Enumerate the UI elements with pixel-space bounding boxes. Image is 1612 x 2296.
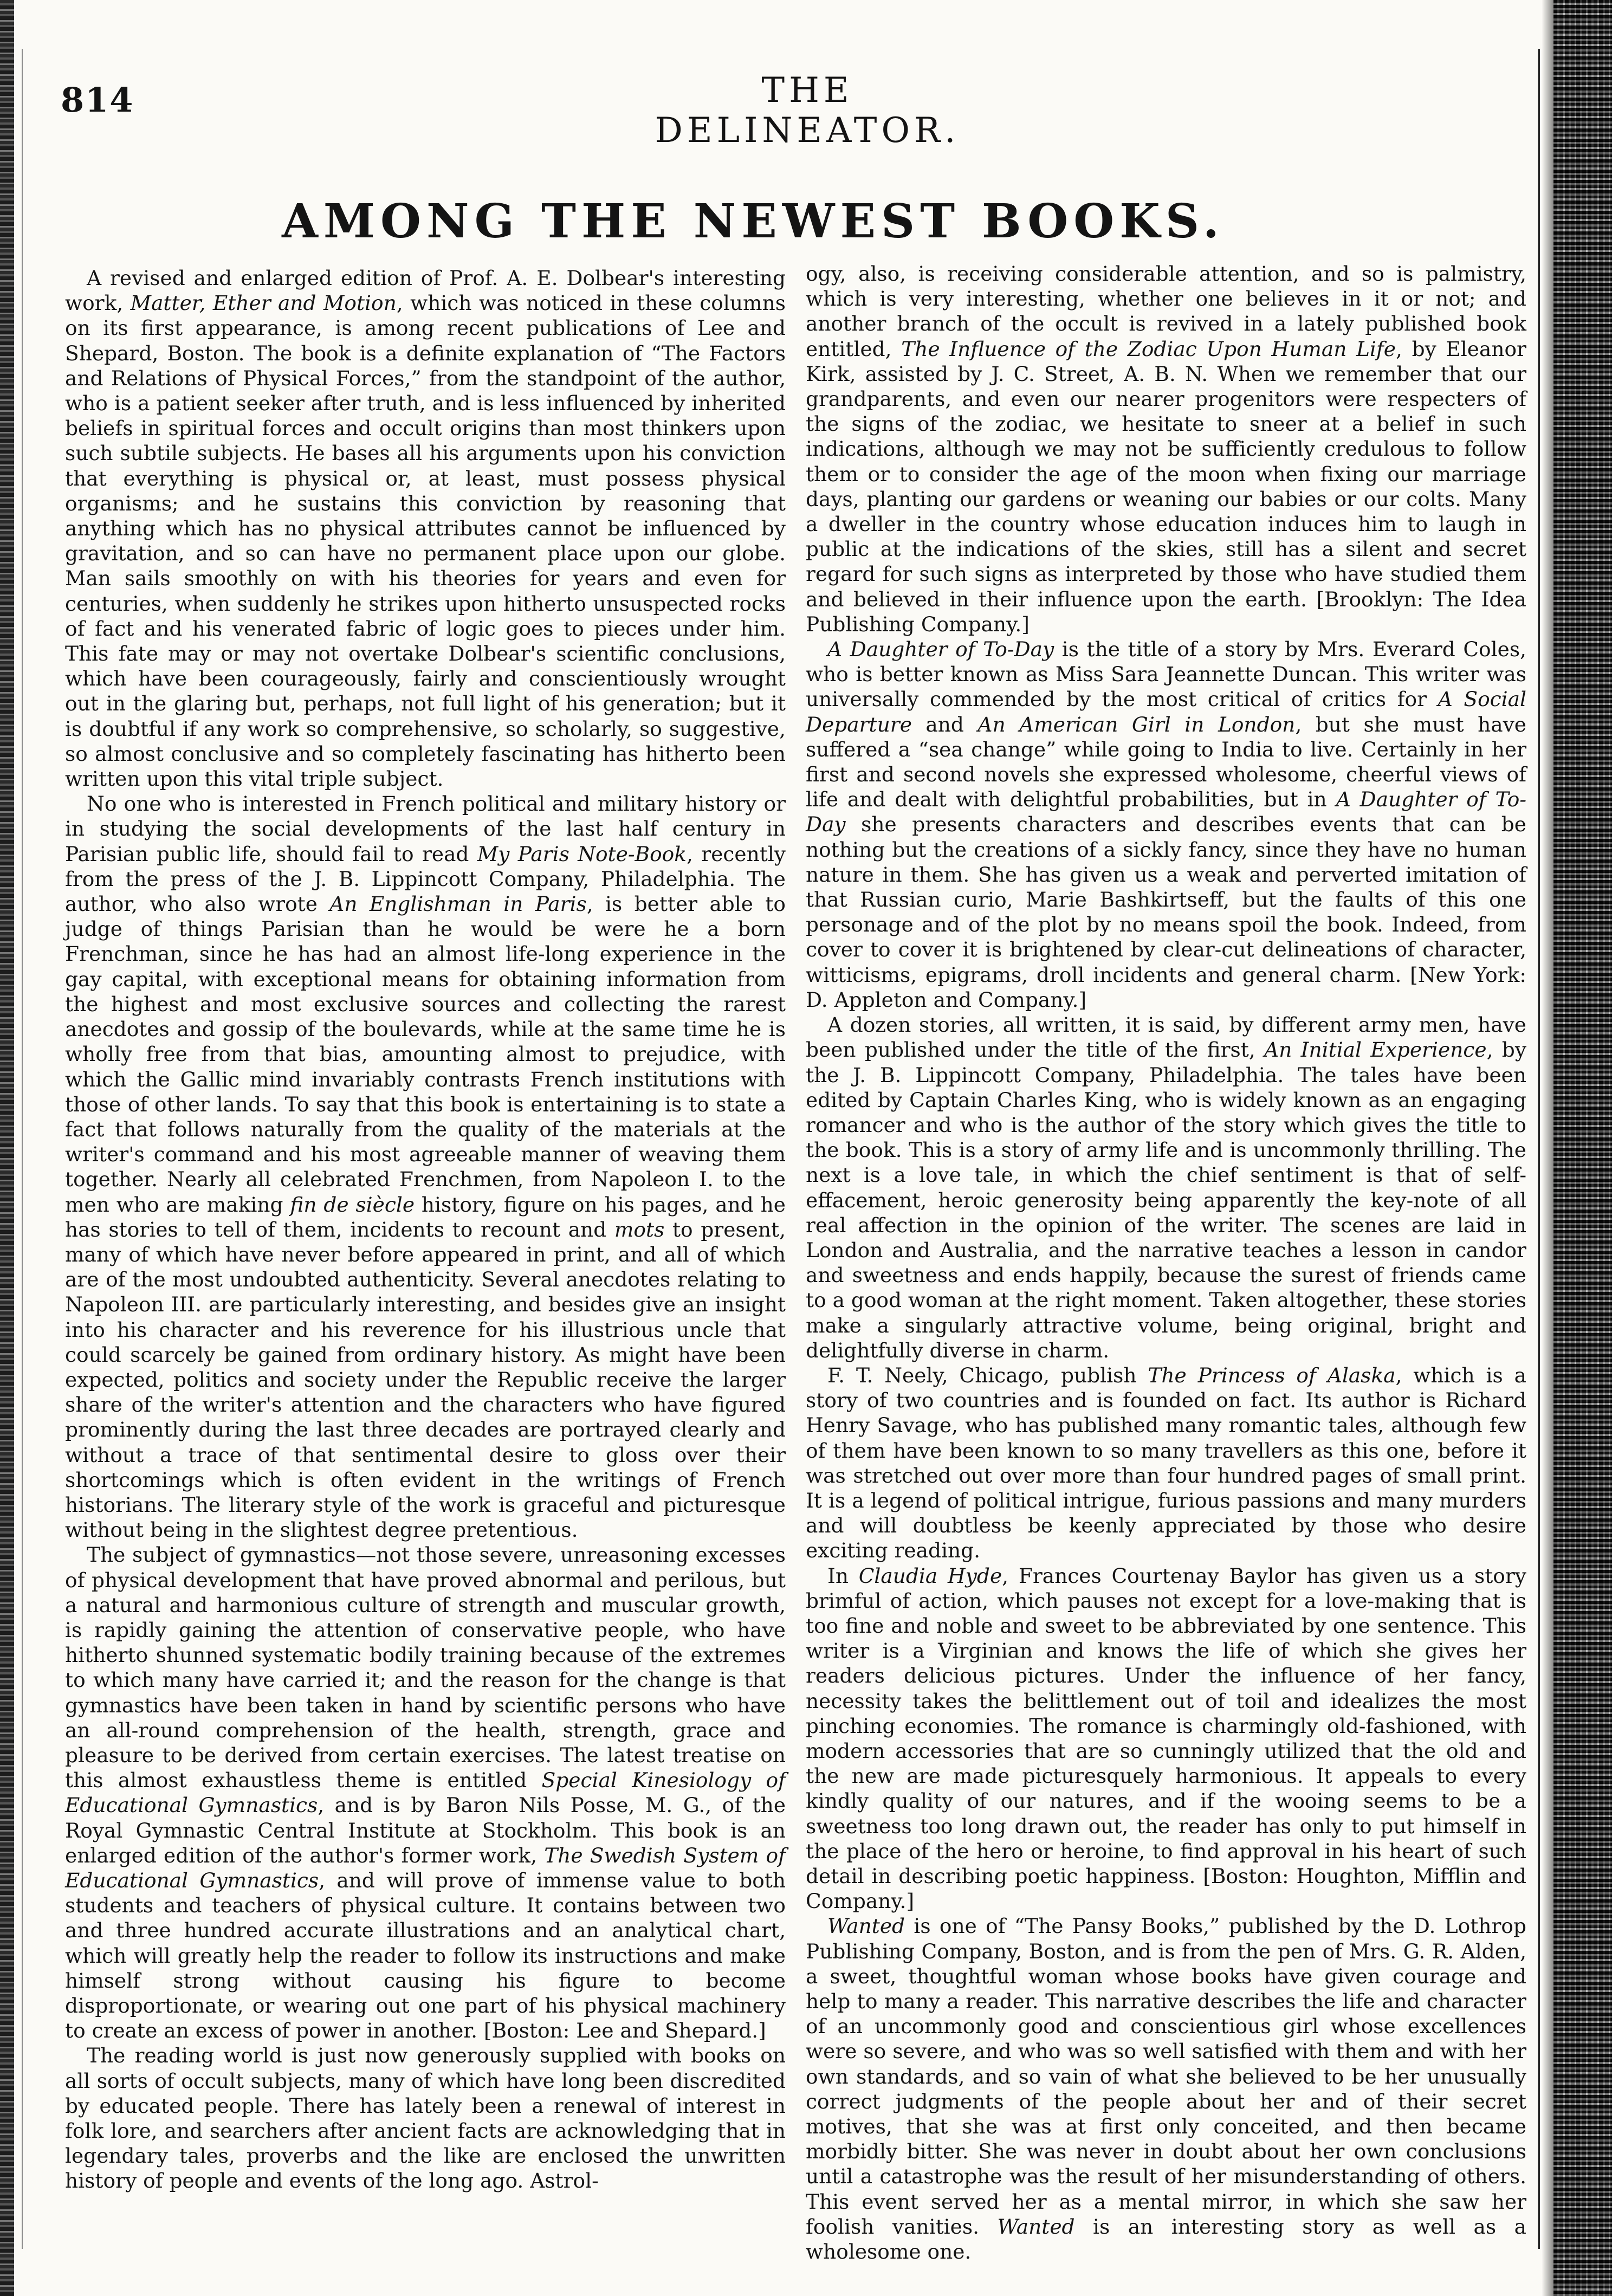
section-title: AMONG THE NEWEST BOOKS. (282, 194, 1225, 249)
paragraph-text: , and is by Baron Nils Posse, M. G., of the Royal Gymnastic Central Institute at Stockholm. This book is an enlarged edition of the author's former work, (65, 1793, 786, 1867)
paragraph-text: , which is a story of two countries and is founded on fact. Its author is Richard Henry Savage, who has published many romantic tales, although few of them have been known to so many travellers as this one, before it was stretched out over more than four hundred pages of small print. It is a legend of political intrigue, furious passions and many murders and will doubtless be keenly appreciated by those who desire exciting reading. (806, 1363, 1526, 1563)
page-number: 814 (61, 80, 134, 120)
paragraph-text: , which was noticed in these columns on its first appearance, is among recent publications of Lee and Shepard, Boston. The book is a definite explanation of “The Factors and Relations of Physical Forces,” from the standpoint of the author, who is a patient seeker after truth, and is less influenced by inherited beliefs in spiritual forces and occult origins than most thinkers upon such subtile subjects. He bases all his arguments upon his conviction that everything is physical or, at least, must possess physical organisms; and he sustains this conviction by reasoning that anything which has no physical attributes cannot be influenced by gravitation, and so can have no permanent place upon our globe. Man sails smoothly on with his theories for years and even for centuries, when suddenly he strikes upon hitherto unsuspected rocks of fact and his venerated fabric of logic goes to pieces under him. This fate may or may not overtake Dolbear's scientific conclusions, which have been courageously, fairly and conscientiously wrought out in the glaring but, perhaps, not full light of his generation; but it is doubtful if any work so comprehensive, so scholarly, so suggestive, so almost conclusive and so completely fascinating has hitherto been written upon this vital triple subject. (65, 291, 786, 791)
book-title: A Daughter of To-Day (806, 787, 1526, 837)
book-title: fin de siècle (290, 1192, 415, 1217)
book-title: A Daughter of To-Day (827, 637, 1054, 662)
paragraph-text: , and will prove of immense value to both students and teachers of physical culture. It contains between two and three hundred accurate illustrations and an analytical chart, which will greatly help the reader to follow its instructions and make himself strong without causing his figure to become disproportionate, or wearing out one part of his physical machinery to create an excess of power in another. [Boston: Lee and Shepard.] (65, 1868, 786, 2043)
article-paragraph (65, 2043, 786, 2193)
book-title: The Swedish System of Educational Gymnastics (65, 1843, 786, 1892)
article-paragraph (806, 1012, 1526, 1363)
paragraph-text: , by Eleanor Kirk, assisted by J. C. Street, A. B. N. When we remember that our grandparents, and even our nearer progenitors were respecters of the signs of the zodiac, we hesitate to sneer at a belief in such indications, although we may not be sufficiently credulous to follow them or to consider the age of the moon when fixing our marriage days, planting our gardens or weaning our babies or our colts. Many a dweller in the country whose education induces him to laugh in public at the indications of the skies, still has a silent and secret regard for such signs as interpreted by those who have studied them and believed in their influence upon the earth. [Brooklyn: The Idea Publishing Company.] (806, 337, 1526, 636)
paragraph-text: In (827, 1563, 859, 1588)
article-paragraph (65, 791, 786, 1542)
paragraph-text: and (911, 712, 978, 736)
text-column-right (806, 261, 1527, 2264)
paragraph-text: No one who is interested in French political and military history or in studying the social developments of the last half century in Parisian public life, should fail to read (65, 792, 786, 866)
scan-edge-right (1553, 0, 1612, 2296)
paragraph-text: , is better able to judge of things Parisian than he would be were he a born Frenchman, since he has had an almost life-long experience in the gay capital, with exceptional means for obtaining information from the highest and most exclusive sources and collecting the rarest anecdotes and gossip of the boulevards, while at the same time he is wholly free from that bias, amounting almost to prejudice, with which the Gallic mind invariably contrasts French institutions with those of other lands. To say that this book is entertaining is to state a fact that follows naturally from the quality of the materials at the writer's command and his most agreeable manner of weaving them together. Nearly all celebrated Frenchmen, from Napoleon I. to the men who are making (65, 892, 786, 1217)
paragraph-text: The subject of gymnastics—not those severe, unreasoning excesses of physical development that have proved abnormal and perilous, but a natural and harmonious culture of strength and muscular growth, is rapidly gaining the attention of conservative people, who have hitherto shunned systematic bodily training because of the extremes to which many have carried it; and the reason for the change is that gymnastics have been taken in hand by scientific persons who have an all-round comprehension of the health, strength, grace and pleasure to be derived from certain exercises. The latest treatise on this almost exhaustless theme is entitled (65, 1543, 786, 1793)
article-paragraph (65, 266, 786, 791)
book-title: The Princess of Alaska (1148, 1363, 1396, 1387)
article-paragraph (806, 1913, 1526, 2264)
paragraph-text: , but she must have suffered a “sea change” while going to India to live. Certainly in her first and second novels she expressed wholesome, cheerful views of life and dealt with delightful probabilities, but in (806, 712, 1526, 812)
page-border-right (1538, 49, 1540, 2249)
article-paragraph (806, 637, 1526, 1012)
paragraph-text: to present, many of which have never before appeared in print, and all of which are of the most undoubted authenticity. Several anecdotes relating to Napoleon III. are particularly interesting, and besides give an insight into his character and his reverence for his illustrious uncle that could scarcely be gained from ordinary history. As might have been expected, politics and society under the Republic receive the larger share of the writer's attention and the characters who have figured prominently during the last three decades are portrayed clearly and without a trace of that sentimental desire to gloss over their shortcomings which is often evident in the writings of French historians. The literary style of the work is graceful and picturesque without being in the slightest degree pretentious. (65, 1217, 786, 1542)
book-title: Claudia Hyde (858, 1563, 1002, 1588)
article-paragraph (65, 1542, 786, 2043)
book-title: Wanted (827, 1914, 905, 1938)
running-head: THE DELINEATOR. (655, 70, 960, 151)
paragraph-text: The reading world is just now generously supplied with books on all sorts of occult subjects, many of which have long been discredited by educated people. There has lately been a renewal of interest in folk lore, and searchers after ancient facts are acknowledging that in legendary tales, proverbs and the like are enclosed the unwritten history of people and events of the long ago. Astrol- (65, 2043, 786, 2193)
book-title: Matter, Ether and Motion (130, 291, 397, 315)
book-title: Wanted (997, 2214, 1075, 2239)
article-paragraph (806, 261, 1526, 637)
paragraph-text: , by the J. B. Lippincott Company, Philadelphia. The tales have been edited by Captain Charles King, who is widely known as an engaging romancer and who is the author of the story which gives the title to the book. This is a story of army life and is uncommonly thrilling. The next is a love tale, in which the chief sentiment is that of self-effacement, heroic generosity being apparently the key-note of all real affection in the opinion of the writer. The scenes are laid in London and Australia, and the narrative teaches a lesson in candor and sweetness and ends happily, because the surest of friends came to a good woman at the right moment. Taken altogether, these stories make a singularly attractive volume, being original, bright and delightfully diverse in charm. (806, 1038, 1527, 1362)
paragraph-text: is an interesting story as well as a wholesome one. (806, 2214, 1526, 2264)
book-title: My Paris Note-Book (477, 842, 687, 866)
paragraph-text: is the title of a story by Mrs. Everard Coles, who is better known as Miss Sara Jeannette Duncan. This writer was universally commended by the most critical of critics for (806, 637, 1526, 712)
article-paragraph (806, 1563, 1526, 1914)
paragraph-text: , Frances Courtenay Baylor has given us a story brimful of action, which pauses not except for a love-making that is too fine and noble and sweet to be abbreviated by one sentence. This writer is a Virginian and knows the life of which she gives her readers delicious pictures. Under the influence of her fancy, necessity takes the belittlement out of toil and idealizes the most pinching economies. The romance is charmingly old-fashioned, with modern accessories that are so cunningly utilized that the old and the new are made picturesquely harmonious. It appeals to every kindly quality of our natures, and if the wooing seems to be a sweetness too long drawn out, the reader has only to put himself in the place of the hero or heroine, to find approval in his heart of such detail in describing poetic happiness. [Boston: Houghton, Mifflin and Company.] (806, 1563, 1526, 1913)
paragraph-text: history, figure on his pages, and he has stories to tell of them, incidents to recount and (65, 1192, 786, 1241)
article-paragraph (806, 1363, 1526, 1563)
book-title: An American Girl in London (977, 712, 1296, 736)
book-title: An Englishman in Paris (329, 892, 587, 916)
book-title: Special Kinesiology of Educational Gymnastics (65, 1768, 786, 1818)
scan-edge-left (0, 0, 14, 2296)
paragraph-text: ogy, also, is receiving considerable attention, and so is palmistry, which is very interesting, whether one believes in it or not; and another branch of the occult is revived in a lately published book entitled, (806, 262, 1526, 361)
paragraph-text: , recently from the press of the J. B. Lippincott Company, Philadelphia. The author, who also wrote (65, 842, 786, 916)
paragraph-text: A revised and enlarged edition of Prof. A. E. Dolbear's interesting work, (65, 266, 786, 315)
book-title: mots (614, 1217, 665, 1241)
page-border-left (22, 49, 23, 2249)
book-title: The Influence of the Zodiac Upon Human Life (901, 337, 1396, 361)
book-title: An Initial Experience (1264, 1038, 1487, 1062)
book-title: A Social Departure (806, 687, 1526, 736)
paragraph-text: A dozen stories, all written, it is said, by different army men, have been published under the title of the first, (806, 1013, 1526, 1062)
paragraph-text: she presents characters and describes events that can be nothing but the creations of a sickly fancy, since they have no human nature in them. She has given us a weak and perverted imitation of that Russian curio, Marie Bashkirtseff, but the faults of this one personage and of the plot by no means spoil the book. Indeed, from cover to cover it is brightened by clear-cut delineations of character, witticisms, epigrams, droll incidents and general charm. [New York: D. Appleton and Company.] (806, 812, 1526, 1012)
text-column-left (65, 266, 786, 2249)
paragraph-text: F. T. Neely, Chicago, publish (827, 1363, 1148, 1387)
paragraph-text: is one of “The Pansy Books,” published by the D. Lothrop Publishing Company, Boston, and is from the pen of Mrs. G. R. Alden, a sweet, thoughtful woman whose books have given courage and help to many a reader. This narrative describes the life and character of an uncommonly good and conscientious girl whose excellences were so severe, and who was so well satisfied with them and with her own standards, and so vain of what she believed to be her unusually correct judgments of the people about her and of their secret motives, that she was at first only conceited, and then became morbidly bitter. She was never in doubt about her own conclusions until a catastrophe was the result of her misunderstanding of others. This event served her as a mental mirror, in which she saw her foolish vanities. (806, 1914, 1526, 2239)
